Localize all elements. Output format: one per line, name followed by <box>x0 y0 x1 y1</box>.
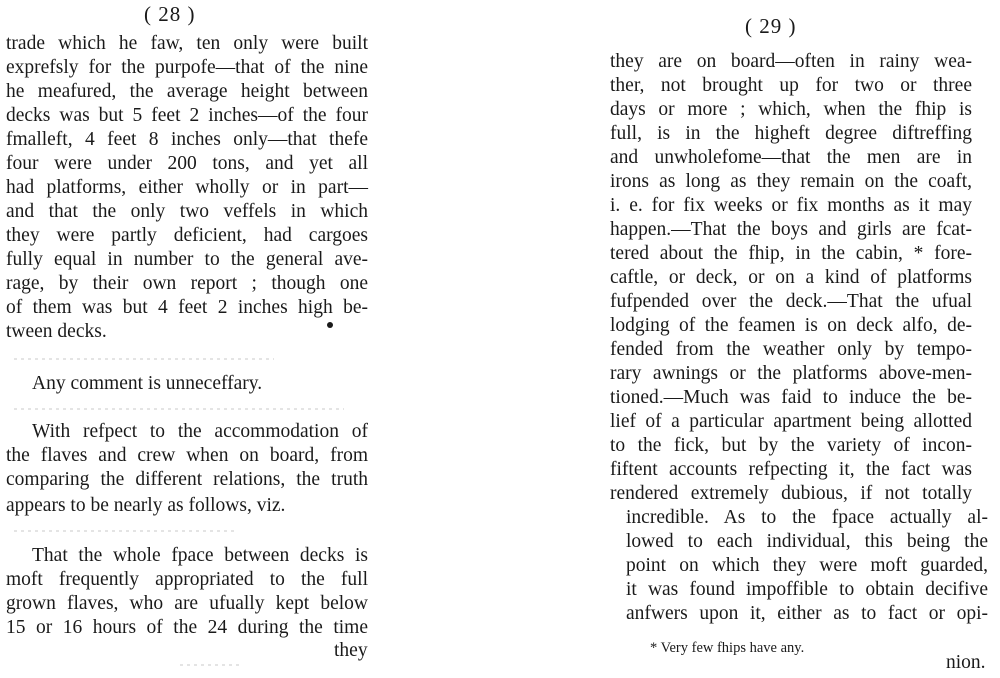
text-line: i. e. for fix weeks or fix months as it may <box>610 195 972 216</box>
text-line: to the fick, but by the variety of incon- <box>610 435 972 456</box>
text-line: tered about the fhip, in the cabin, * fore- <box>610 243 972 264</box>
text-line: ther, not brought up for two or three <box>610 75 972 96</box>
text-line: fmalleft, 4 feet 8 inches only—that thefe <box>6 129 368 150</box>
text-line: fended from the weather only by tempo- <box>610 339 972 360</box>
paragraph-line: moft frequently appropriated to the full <box>6 569 368 590</box>
left-page-number: ( 28 ) <box>144 2 196 26</box>
text-line: tween decks. <box>6 321 107 342</box>
text-line: irons as long as they remain on the coaft, <box>610 171 972 192</box>
text-line: trade which he faw, ten only were built <box>6 33 368 54</box>
paragraph-line: grown flaves, who are ufually kept below <box>6 593 368 614</box>
text-line: and that the only two veffels in which <box>6 201 368 222</box>
text-line: fiftent accounts refpecting it, the fact was <box>610 459 972 480</box>
text-line: lief of a particular apartment being allotted <box>610 411 972 432</box>
text-line: four were under 200 tons, and yet all <box>6 153 368 174</box>
text-line: point on which they were moft guarded, <box>626 555 988 576</box>
paragraph-line: comparing the different relations, the truth <box>6 469 368 490</box>
ink-spot <box>327 322 333 328</box>
text-line: of them was but 4 feet 2 inches high be- <box>6 297 368 318</box>
paragraph-line: With refpect to the accommodation of <box>32 421 368 442</box>
text-line: they were partly deficient, had cargoes <box>6 225 368 246</box>
show-through-mark <box>14 530 234 532</box>
paragraph-line: appears to be nearly as follows, viz. <box>6 495 286 516</box>
text-line: tioned.—Much was faid to induce the be- <box>610 387 972 408</box>
text-line: lowed to each individual, this being the <box>626 531 988 552</box>
paragraph-line: 15 or 16 hours of the 24 during the time <box>6 617 368 638</box>
show-through-mark <box>14 358 274 360</box>
text-line: he meafured, the average height between <box>6 81 368 102</box>
text-line: rage, by their own report ; though one <box>6 273 368 294</box>
paragraph-line: the flaves and crew when on board, from <box>6 445 368 466</box>
show-through-mark <box>180 664 240 666</box>
text-line: it was found impoffible to obtain decifive <box>626 579 988 600</box>
footnote: * Very few fhips have any. <box>650 640 805 656</box>
right-catchword: nion. <box>946 652 986 673</box>
text-line: anfwers upon it, either as to fact or opi- <box>626 603 988 624</box>
right-page-number: ( 29 ) <box>745 14 797 38</box>
text-line: exprefsly for the purpofe—that of the nine <box>6 57 368 78</box>
text-line: incredible. As to the fpace actually al- <box>626 507 988 528</box>
text-line: fufpended over the deck.—That the ufual <box>610 291 972 312</box>
left-catchword: they <box>334 640 368 661</box>
text-line: caftle, or deck, or on a kind of platforms <box>610 267 972 288</box>
text-line: fully equal in number to the general ave- <box>6 249 368 270</box>
text-line: decks was but 5 feet 2 inches—of the four <box>6 105 368 126</box>
paragraph-line: Any comment is unneceffary. <box>32 373 263 394</box>
show-through-mark <box>14 408 344 410</box>
text-line: lodging of the feamen is on deck alfo, de- <box>610 315 972 336</box>
text-line: rary awnings or the platforms above-men- <box>610 363 972 384</box>
text-line: days or more ; which, when the fhip is <box>610 99 972 120</box>
paragraph-line: That the whole fpace between decks is <box>32 545 368 566</box>
text-line: full, is in the higheft degree diftreffing <box>610 123 972 144</box>
text-line: happen.—That the boys and girls are fcat- <box>610 219 972 240</box>
text-line: they are on board—often in rainy wea- <box>610 51 972 72</box>
text-line: rendered extremely dubious, if not totally <box>610 483 972 504</box>
text-line: and unwholefome—that the men are in <box>610 147 972 168</box>
text-line: had platforms, either wholly or in part— <box>6 177 368 198</box>
